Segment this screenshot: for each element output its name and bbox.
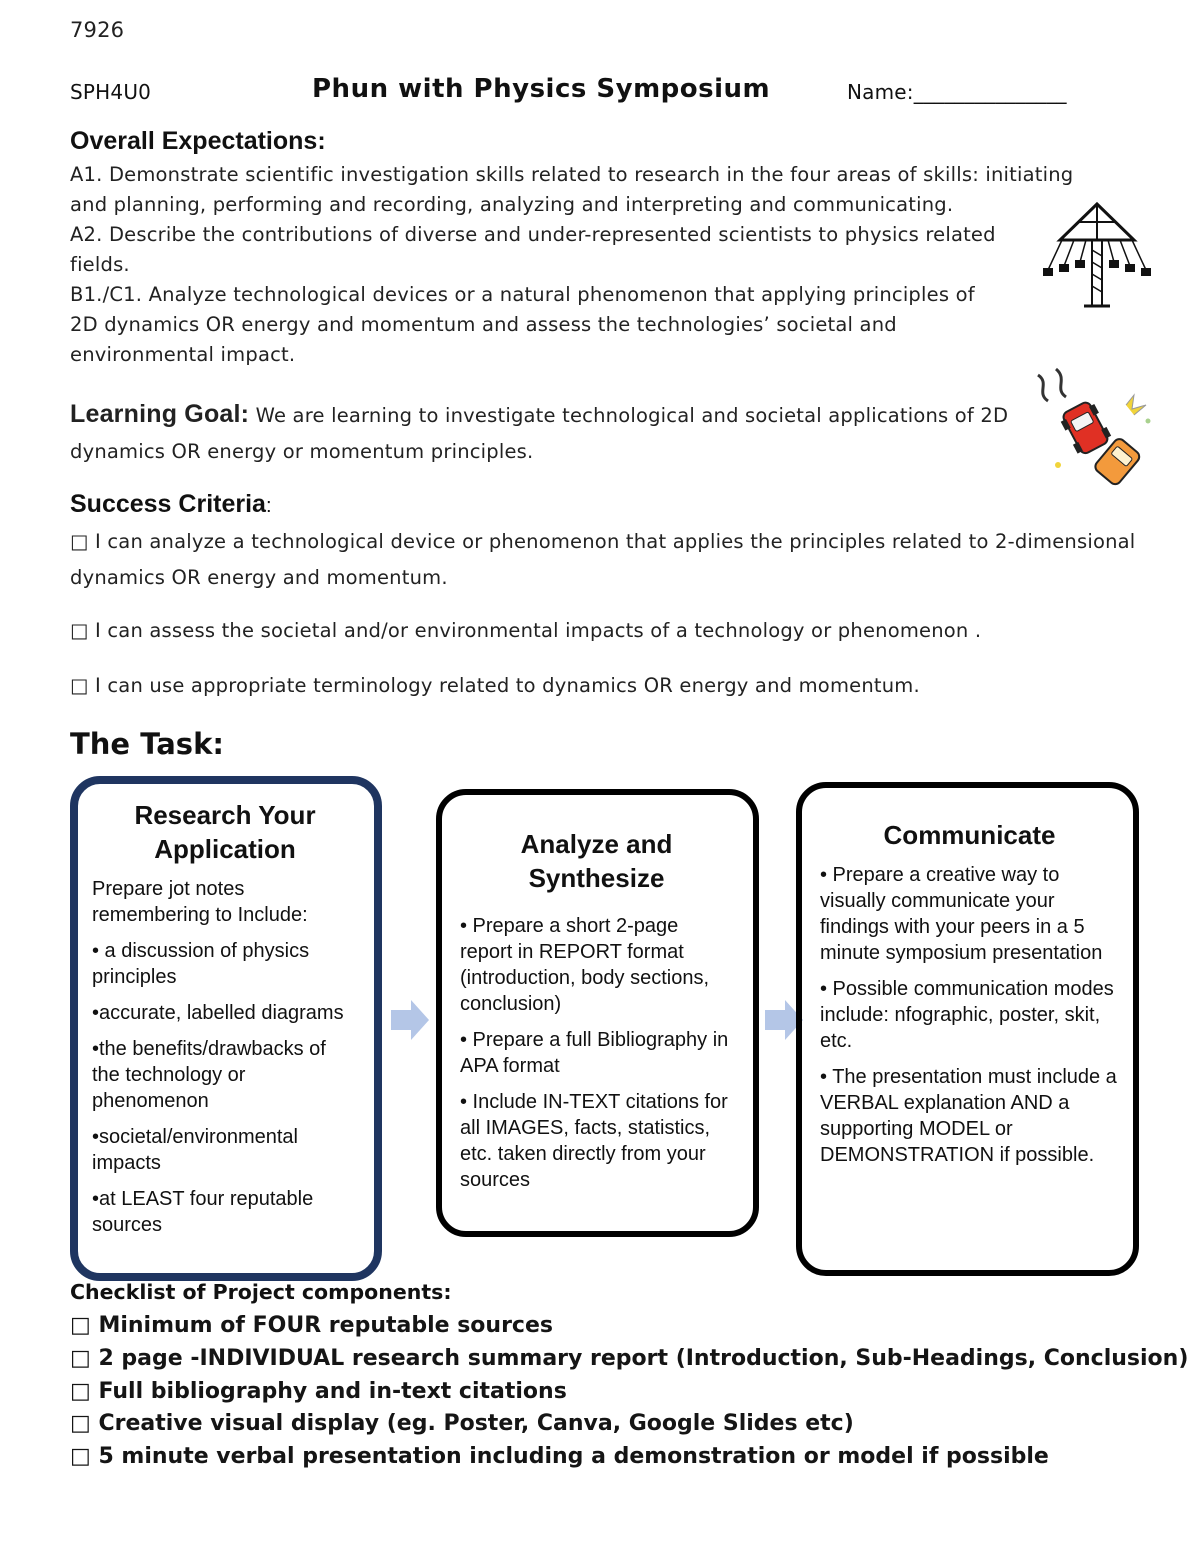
checkbox-icon[interactable]: □ <box>70 1346 91 1371</box>
checklist-item <box>70 1379 567 1404</box>
checklist-heading: Checklist of Project components: <box>70 1280 452 1304</box>
list-item: •the benefits/drawbacks of the technology or phenomenon <box>92 1038 326 1112</box>
success-criteria-colon: : <box>265 495 272 517</box>
learning-goal-heading: Learning Goal: <box>70 400 250 428</box>
learning-goal-text: We are learning to investigate technological and societal applications of 2D dynamics OR energy or momentum principles. <box>70 404 1009 463</box>
criterion-text: I can use appropriate terminology related to dynamics OR energy and momentum. <box>88 674 920 697</box>
list-item: •societal/environmental impacts <box>92 1126 298 1174</box>
car-collision-icon <box>1030 365 1160 490</box>
list-item: •accurate, labelled diagrams <box>92 1002 344 1024</box>
checkbox-icon[interactable]: □ <box>70 1411 91 1436</box>
expectation-a2: A2. Describe the contributions of diverse and under-represented scientists to physics related fields. <box>70 223 996 276</box>
list-item: • Prepare a short 2-page report in REPORT format (introduction, body sections, conclusion) <box>460 915 710 1015</box>
list-item: • Prepare a creative way to visually communicate your findings with your peers in a 5 minute symposium presentation <box>820 864 1103 964</box>
communicate-box <box>796 782 1139 1276</box>
expectation-a1: A1. Demonstrate scientific investigation skills related to research in the four areas of skills: initiating and planning, performing and recording, analyzing and interpreting and communicating. <box>70 163 1074 216</box>
checkbox-icon[interactable]: □ <box>70 530 89 553</box>
list-item: • The presentation must include a VERBAL explanation AND a supporting MODEL or DEMONSTRATION if possible. <box>820 1066 1117 1166</box>
criterion-text: I can assess the societal and/or environmental impacts of a technology or phenomenon . <box>88 619 982 642</box>
list-item: • Prepare a full Bibliography in APA format <box>460 1029 729 1077</box>
overall-expectations-list <box>70 160 1110 370</box>
criterion-text: I can analyze a technological device or phenomenon that applies the principles related to 2-dimensional dynamics OR energy and momentum. <box>70 530 1136 589</box>
analyze-box <box>436 789 759 1237</box>
checklist-text: Creative visual display (eg. Poster, Canva, Google Slides etc) <box>90 1411 854 1436</box>
swing-ride-icon <box>1040 200 1155 315</box>
analyze-box-title: Analyze and Synthesize <box>520 829 673 893</box>
task-heading: The Task: <box>70 727 224 761</box>
research-box-intro: Prepare jot notes remembering to Include: <box>92 878 308 926</box>
arrow-right-icon <box>391 1000 429 1040</box>
success-criteria-heading <box>70 490 272 519</box>
research-box-title: Research Your Application <box>134 800 316 864</box>
checklist-text: 2 page -INDIVIDUAL research summary report (Introduction, Sub-Headings, Conclusion) <box>90 1346 1189 1371</box>
communicate-box-title: Communicate <box>883 820 1056 850</box>
list-item: • Possible communication modes include: nfographic, poster, skit, etc. <box>820 978 1114 1052</box>
checklist-item <box>70 1313 553 1338</box>
research-box <box>70 776 382 1281</box>
name-field[interactable]: Name:_______________ <box>847 80 1067 104</box>
checkbox-icon[interactable]: □ <box>70 1444 91 1469</box>
document-number: 7926 <box>70 18 125 42</box>
checklist-item <box>70 1444 1049 1469</box>
checklist-text: Minimum of FOUR reputable sources <box>90 1313 553 1338</box>
list-item: • Include IN-TEXT citations for all IMAGES, facts, statistics, etc. taken directly from your sources <box>460 1091 728 1191</box>
checkbox-icon[interactable]: □ <box>70 1313 91 1338</box>
page-title: Phun with Physics Symposium <box>312 74 771 104</box>
success-criterion <box>70 668 1140 704</box>
success-criterion <box>70 613 1140 649</box>
checkbox-icon[interactable]: □ <box>70 1379 91 1404</box>
checkbox-icon[interactable]: □ <box>70 674 89 697</box>
checklist-text: Full bibliography and in-text citations <box>90 1379 567 1404</box>
success-criteria-title: Success Criteria <box>70 490 266 518</box>
learning-goal <box>70 398 1010 470</box>
overall-expectations-heading: Overall Expectations: <box>70 127 326 155</box>
list-item: • a discussion of physics principles <box>92 940 310 988</box>
course-code: SPH4U0 <box>70 80 152 104</box>
list-item: •at LEAST four reputable sources <box>92 1188 314 1236</box>
success-criterion <box>70 524 1140 596</box>
checklist-item <box>70 1346 1188 1371</box>
expectation-b1-c1: B1./C1. Analyze technological devices or a natural phenomenon that applying principles of 2D dynamics OR energy and momentum and assess the technologies’ societal and environmental impact. <box>70 283 975 366</box>
checklist-item <box>70 1411 854 1436</box>
checkbox-icon[interactable]: □ <box>70 619 89 642</box>
checklist-text: 5 minute verbal presentation including a demonstration or model if possible <box>90 1444 1049 1469</box>
